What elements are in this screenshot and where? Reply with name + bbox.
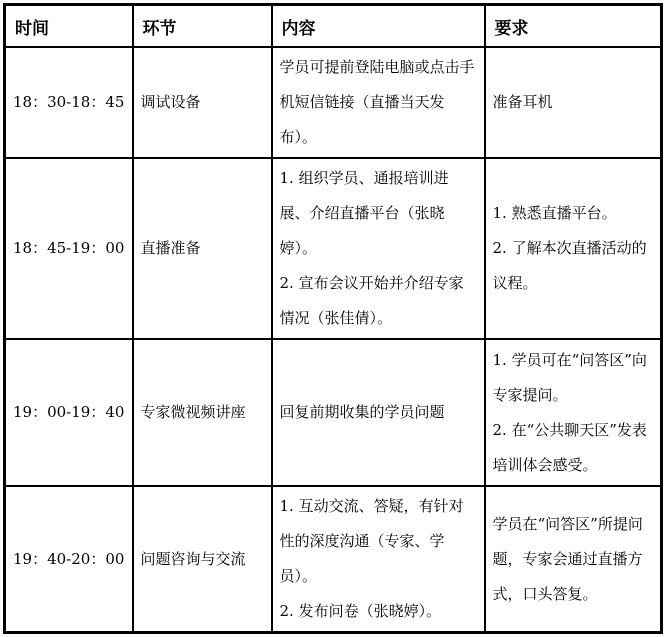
cell-paragraph: 2. 宣布会议开始并介绍专家情况（张佳倩）。 (279, 274, 464, 327)
table-row (5, 339, 662, 486)
cell-paragraph: 学员在“问答区”所提问题，专家会通过直播方式，口头答复。 (492, 514, 643, 603)
cell-paragraph: 2. 了解本次直播活动的议程。 (492, 239, 647, 292)
requirements-cell (485, 47, 662, 158)
cell-paragraph: 2. 发布问卷（张晓婷）。 (279, 602, 442, 620)
requirements-cell (485, 339, 662, 486)
time-cell: 19：40-20：00 (5, 486, 133, 633)
table-row (5, 158, 662, 339)
cell-paragraph: 准备耳机 (492, 93, 553, 111)
stage-cell: 专家微视频讲座 (133, 339, 272, 486)
time-cell: 18：45-19：00 (5, 158, 133, 339)
content-cell (272, 339, 485, 486)
table-row (5, 47, 662, 158)
header-row (5, 5, 662, 48)
column-header-stage: 环节 (133, 5, 272, 48)
requirements-cell (485, 158, 662, 339)
content-cell (272, 158, 485, 339)
cell-paragraph: 1. 熟悉直播平台。 (492, 204, 617, 222)
schedule-table (3, 3, 663, 634)
content-cell (272, 486, 485, 633)
time-cell: 18：30-18：45 (5, 47, 133, 158)
content-cell (272, 47, 485, 158)
column-header-requirements: 要求 (485, 5, 662, 48)
requirements-cell (485, 486, 662, 633)
time-cell: 19：00-19：40 (5, 339, 133, 486)
stage-cell: 问题咨询与交流 (133, 486, 272, 633)
cell-paragraph: 学员可提前登陆电脑或点击手机短信链接（直播当天发布）。 (279, 58, 475, 146)
cell-paragraph: 1. 互动交流、答疑，有针对性的深度沟通（专家、学员）。 (279, 497, 464, 585)
stage-cell: 直播准备 (133, 158, 272, 339)
cell-paragraph: 回复前期收集的学员问题 (279, 403, 445, 421)
column-header-content: 内容 (272, 5, 485, 48)
table-row (5, 486, 662, 633)
column-header-time: 时间 (5, 5, 133, 48)
cell-paragraph: 1. 组织学员、通报培训进展、介绍直播平台（张晓婷）。 (279, 169, 449, 257)
cell-paragraph: 2. 在“公共聊天区”发表培训体会感受。 (492, 420, 647, 474)
cell-paragraph: 1. 学员可在“问答区”向专家提问。 (492, 350, 647, 404)
stage-cell: 调试设备 (133, 47, 272, 158)
